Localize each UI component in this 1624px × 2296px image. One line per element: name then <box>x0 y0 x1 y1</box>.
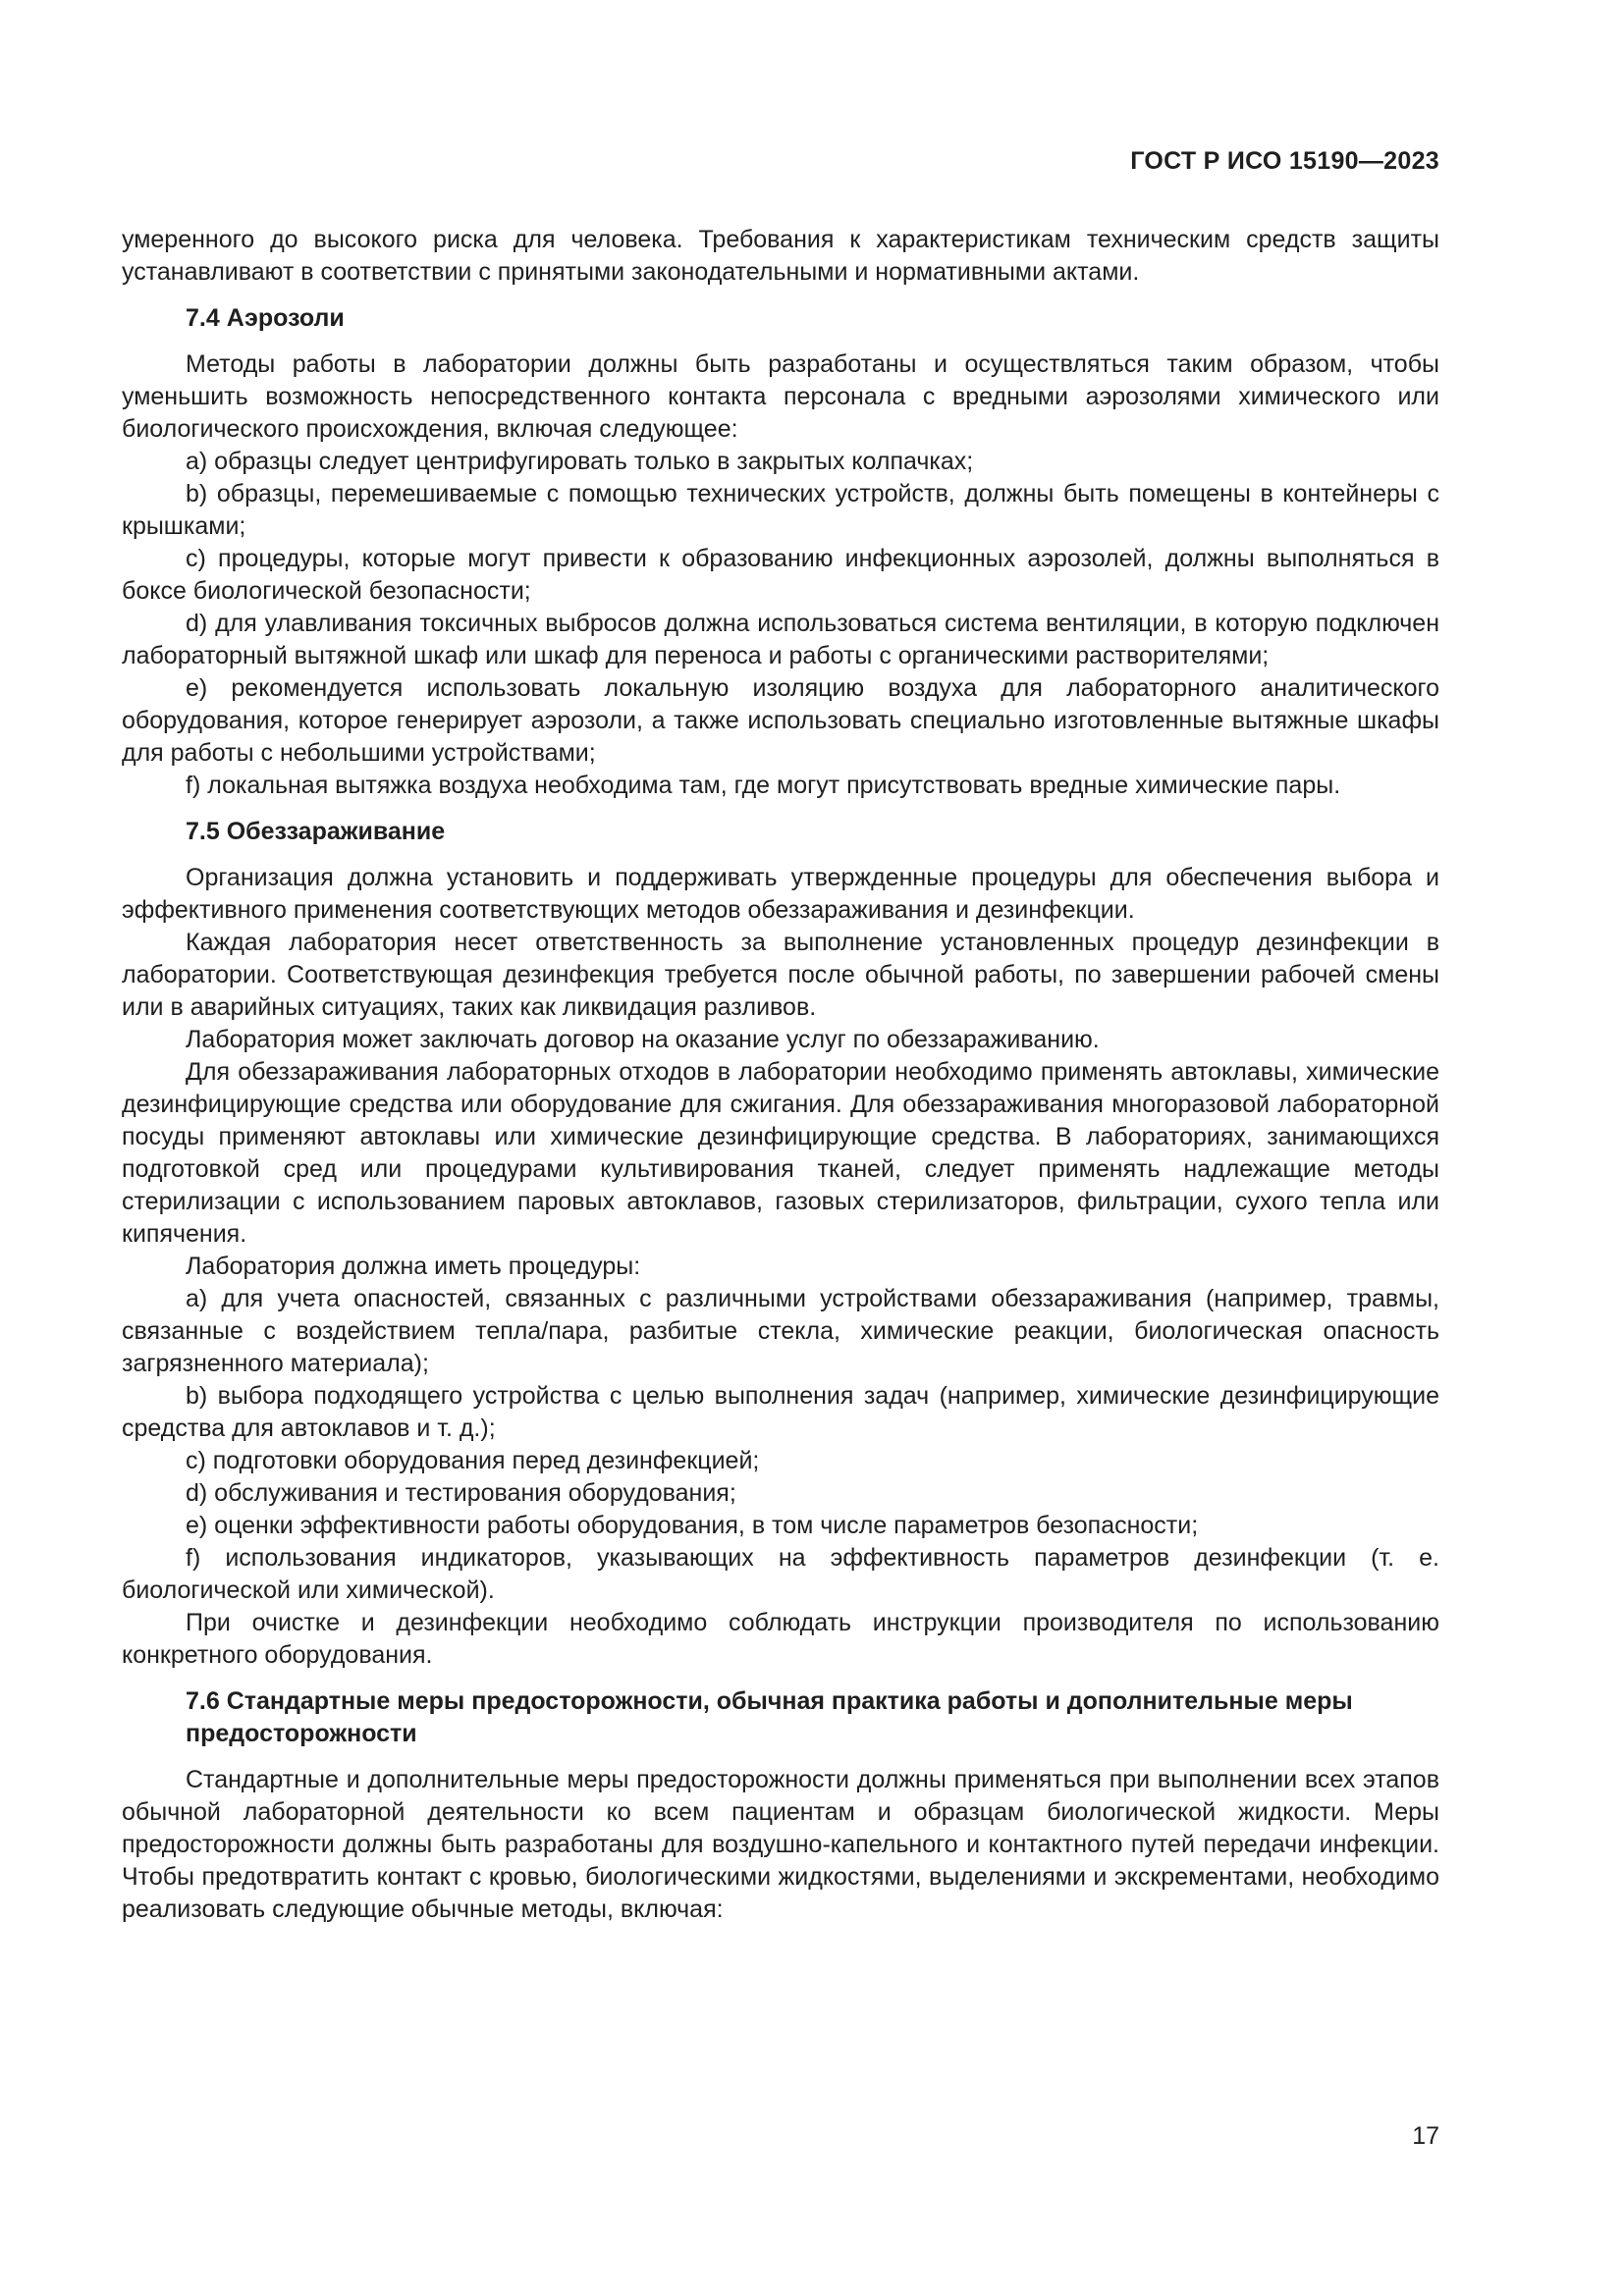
section-7-5-paragraph: Для обеззараживания лабораторных отходов в лаборатории необходимо применять автоклавы, химические дезинфицирующие средства или оборудование для сжигания. Для обеззараживания многоразовой лабораторной посуды применяют автоклавы или химические дезинфицирующие средства. В лабораториях, занимающихся подготовкой сред или процедурами культивирования тканей, следует применять надлежащие методы стерилизации с использованием паровых автоклавов, газовых стерилизаторов, фильтрации, сухого тепла или кипячения. <box>122 1058 1439 1248</box>
section-7-5-heading: 7.5 Обеззараживание <box>186 818 446 845</box>
section-7-4-paragraph: Методы работы в лаборатории должны быть разработаны и осуществляться таким образом, чтобы уменьшить возможность непосредственного контакта персонала с вредными аэрозолями химического или биологического происхождения, включая следующее: <box>122 350 1439 443</box>
list-item: e) оценки эффективности работы оборудования, в том числе параметров безопасности; <box>186 1512 1199 1539</box>
list-item: a) образцы следует центрифугировать только в закрытых колпачках; <box>186 448 974 475</box>
list-item: a) для учета опасностей, связанных с различными устройствами обеззараживания (например, травмы, связанные с воздействием тепла/пара, разбитые стекла, химические реакции, биологическая опасность загрязненного материала); <box>122 1285 1439 1377</box>
document-body <box>122 224 1439 1926</box>
intro-paragraph: умеренного до высокого риска для человека. Требования к характеристикам техническим средств защиты устанавливают в соответствии с принятыми законодательными и нормативными актами. <box>122 226 1439 286</box>
section-7-6-paragraph: Стандартные и дополнительные меры предосторожности должны применяться при выполнении всех этапов обычной лабораторной деятельности ко всем пациентам и образцам биологической жидкости. Меры предосторожности должны быть разработаны для воздушно-капельного и контактного путей передачи инфекции. Чтобы предотвратить контакт с кровью, биологическими жидкостями, выделениями и экскрементами, необходимо реализовать следующие обычные методы, включая: <box>122 1766 1439 1923</box>
section-7-4-heading: 7.4 Аэрозоли <box>186 304 345 332</box>
list-item: d) для улавливания токсичных выбросов должна использоваться система вентиляции, в которую подключен лабораторный вытяжной шкаф или шкаф для переноса и работы с органическими растворителями; <box>122 610 1439 669</box>
list-item: b) образцы, перемешиваемые с помощью технических устройств, должны быть помещены в контейнеры с крышками; <box>122 480 1439 540</box>
list-item: e) рекомендуется использовать локальную изоляцию воздуха для лабораторного аналитического оборудования, которое генерирует аэрозоли, а также использовать специально изготовленные вытяжные шкафы для работы с небольшими устройствами; <box>122 674 1439 767</box>
list-item: c) подготовки оборудования перед дезинфекцией; <box>186 1447 760 1474</box>
section-7-5-paragraph: Каждая лаборатория несет ответственность за выполнение установленных процедур дезинфекции в лаборатории. Соответствующая дезинфекция требуется после обычной работы, по завершении рабочей смены или в аварийных ситуациях, таких как ликвидация разливов. <box>122 929 1439 1021</box>
list-item: f) локальная вытяжка воздуха необходима там, где могут присутствовать вредные химические пары. <box>186 772 1341 799</box>
page-number: 17 <box>1412 2122 1439 2150</box>
section-7-5-paragraph: Лаборатория должна иметь процедуры: <box>186 1253 641 1280</box>
list-item: b) выбора подходящего устройства с целью выполнения задач (например, химические дезинфицирующие средства для автоклавов и т. д.); <box>122 1382 1439 1442</box>
section-7-5-paragraph: Лаборатория может заключать договор на оказание услуг по обеззараживанию. <box>186 1026 1100 1053</box>
section-7-5-paragraph: При очистке и дезинфекции необходимо соблюдать инструкции производителя по использованию конкретного оборудования. <box>122 1609 1439 1669</box>
document-header: ГОСТ Р ИСО 15190—2023 <box>1130 147 1439 175</box>
list-item: c) процедуры, которые могут привести к образованию инфекционных аэрозолей, должны выполняться в боксе биологической безопасности; <box>122 545 1439 605</box>
section-7-6-heading: 7.6 Стандартные меры предосторожности, обычная практика работы и дополнительные меры предосторожности <box>186 1687 1353 1747</box>
section-7-5-paragraph: Организация должна установить и поддерживать утвержденные процедуры для обеспечения выбора и эффективного применения соответствующих методов обеззараживания и дезинфекции. <box>122 864 1439 924</box>
list-item: d) обслуживания и тестирования оборудования; <box>186 1479 736 1507</box>
list-item: f) использования индикаторов, указывающих на эффективность параметров дезинфекции (т. е. биологической или химической). <box>122 1544 1439 1604</box>
